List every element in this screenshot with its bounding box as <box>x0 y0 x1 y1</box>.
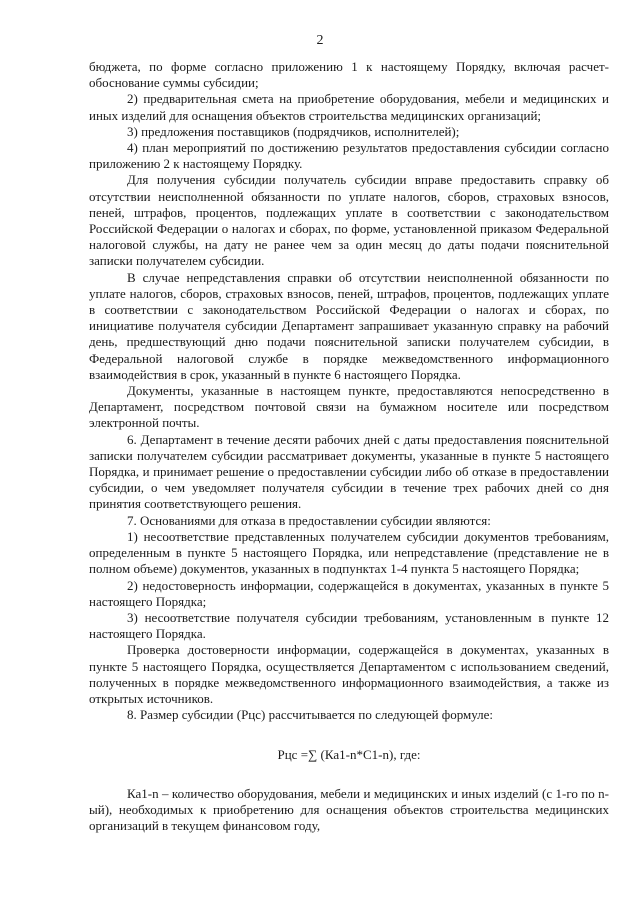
paragraph: 4) план мероприятий по достижению результатов предоставления субсидии согласно приложению 2 к настоящему Порядку. <box>89 140 609 172</box>
paragraph: 6. Департамент в течение десяти рабочих дней с даты предоставления пояснительной записки получателем субсидии рассматривает документы, указанные в пункте 5 настоящего Порядка, и принимает решение о предоставлении субсидии либо об отказе в предоставлении субсидии, о чем уведомляет получателя субсидии в течение трех рабочих дней со дня принятия соответствующего решения. <box>89 431 609 512</box>
paragraph: Документы, указанные в настоящем пункте, предоставляются непосредственно в Департамент, посредством почтовой связи на бумажном носителе или посредством электронной почты. <box>89 383 609 431</box>
paragraph: 1) несоответствие представленных получателем субсидии документов требованиям, определенным в пункте 5 настоящего Порядка, или непредставление (представление не в полном объеме) документов, указанных в подпунктах 1-4 пункта 5 настоящего Порядка; <box>89 528 609 577</box>
paragraph: Для получения субсидии получатель субсидии вправе предоставить справку об отсутствии неисполненной обязанности по уплате налогов, сборов, страховых взносов, пеней, штрафов, процентов, подлежащих уплате в соответствии с законодательством Российской Федерации о налогах и сборах, по форме, установленной приказом Федеральной налоговой службы, на дату не ранее чем за один месяц до даты подачи пояснительной записки получателем субсидии. <box>89 172 609 269</box>
paragraph: Ка1-n – количество оборудования, мебели и медицинских и иных изделий (с 1-го по n-ый), необходимых к приобретению для оснащения объектов строительства медицинских организаций в текущем финансовом году, <box>89 785 609 833</box>
paragraph: 7. Основаниями для отказа в предоставлении субсидии являются: <box>127 512 491 528</box>
paragraph: 8. Размер субсидии (Рцс) рассчитывается по следующей формуле: <box>127 707 494 723</box>
page-number: 2 <box>316 33 324 48</box>
paragraph: 3) предложения поставщиков (подрядчиков, исполнителей); <box>127 123 460 139</box>
paragraph: бюджета, по форме согласно приложению 1 к настоящему Порядку, включая расчет-обоснование суммы субсидии; <box>89 59 609 91</box>
paragraph: В случае непредставления справки об отсутствии неисполненной обязанности по уплате налогов, сборов, страховых взносов, пеней, штрафов, процентов, подлежащих уплате в соответствии с законодательством Российской Федерации о налогах и сборах, по инициативе получателя субсидии Департамент запрашивает указанную справку на рабочий день, предшествующий дню подачи пояснительной записки получателем субсидии, в Федеральной налоговой службе в порядке межведомственного информационного взаимодействия в срок, указанный в пункте 6 настоящего Порядка. <box>89 269 609 382</box>
document-body <box>89 59 609 834</box>
paragraph: 2) предварительная смета на приобретение оборудования, мебели и медицинских и иных изделий для оснащения объектов строительства медицинских организаций; <box>89 91 609 123</box>
paragraph: 3) несоответствие получателя субсидии требованиям, установленным в пункте 12 настоящего Порядка. <box>89 609 609 642</box>
paragraph: Проверка достоверности информации, содержащейся в документах, указанных в пункте 5 настоящего Порядка, осуществляется Департаментом с использованием сведений, полученных в порядке межведомственного информационного взаимодействия, а также из открытых источников. <box>89 642 609 706</box>
formula: Рцс =∑ (Ка1-n*С1-n), где: <box>277 747 421 763</box>
paragraph: 2) недостоверность информации, содержащейся в документах, указанных в пункте 5 настоящего Порядка; <box>89 577 609 609</box>
